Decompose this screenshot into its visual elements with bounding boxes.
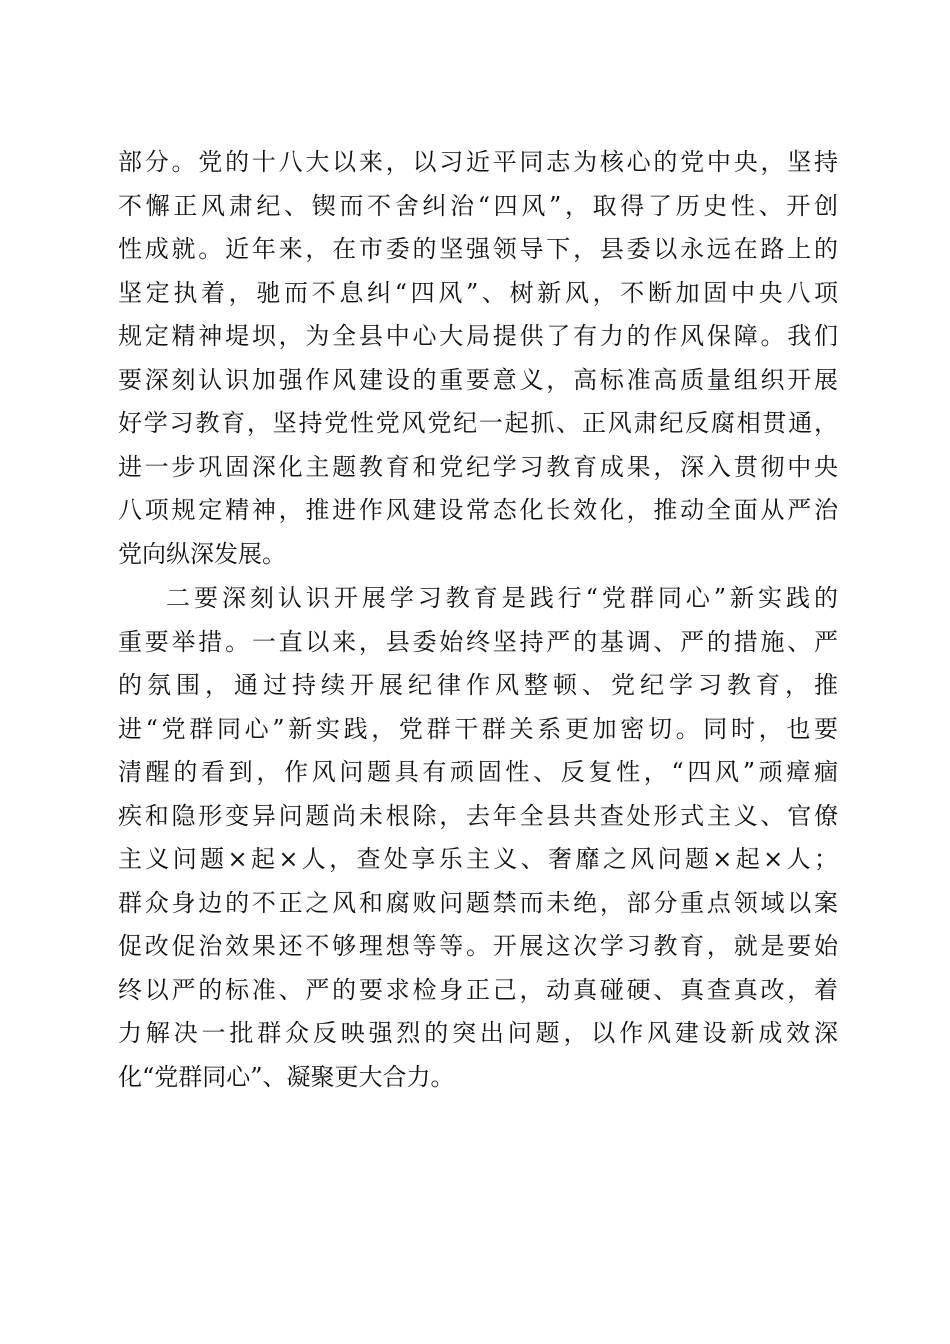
text-line: 性成就。近年来，在市委的坚强领导下，县委以永远在路上的	[118, 235, 838, 263]
text-line: 重要举措。一直以来，县委始终坚持严的基调、严的措施、严	[118, 627, 838, 656]
text-line: 力解决一批群众反映强烈的突出问题，以作风建设新成效深	[118, 1019, 838, 1047]
text-line: 进一步巩固深化主题教育和党纪学习教育成果，深入贯彻中央	[118, 452, 838, 481]
text-line: 要深刻认识加强作风建设的重要意义，高标准高质量组织开展	[118, 365, 838, 394]
text-line: 清醒的看到，作风问题具有顽固性、反复性，“四风”顽瘴痼	[118, 758, 838, 786]
text-line: 不懈正风肃纪、锲而不舍纠治“四风”，取得了历史性、开创	[118, 191, 838, 220]
text-line: 进“党群同心”新实践，党群干群关系更加密切。同时，也要	[118, 714, 838, 743]
text-line: 党向纵深发展。	[118, 539, 286, 568]
paragraph-1	[118, 141, 838, 576]
text-line: 二要深刻认识开展学习教育是践行“党群同心”新实践的	[166, 584, 838, 612]
text-line: 主义问题×起×人，查处享乐主义、奢靡之风问题×起×人；	[118, 845, 838, 873]
text-line: 部分。党的十八大以来，以习近平同志为核心的党中央，坚持	[118, 148, 838, 176]
paragraph-2	[118, 577, 838, 1099]
text-line: 终以严的标准、严的要求检身正己，动真碰硬、真查真改，着	[118, 975, 838, 1004]
text-line: 疾和隐形变异问题尚未根除，去年全县共查处形式主义、官僚	[118, 801, 838, 830]
text-line: 群众身边的不正之风和腐败问题禁而未绝，部分重点领域以案	[118, 888, 838, 917]
text-line: 八项规定精神，推进作风建设常态化长效化，推动全面从严治	[118, 496, 838, 524]
text-line: 化“党群同心”、凝聚更大合力。	[118, 1062, 455, 1091]
text-line: 规定精神堤坝，为全县中心大局提供了有力的作风保障。我们	[118, 322, 838, 350]
text-line: 坚定执着，驰而不息纠“四风”、树新风，不断加固中央八项	[118, 278, 838, 307]
text-line: 促改促治效果还不够理想等等。开展这次学习教育，就是要始	[118, 932, 838, 960]
text-line: 的氛围，通过持续开展纪律作风整顿、党纪学习教育，推	[118, 671, 838, 699]
text-line: 好学习教育，坚持党性党风党纪一起抓、正风肃纪反腐相贯通，	[118, 409, 838, 437]
